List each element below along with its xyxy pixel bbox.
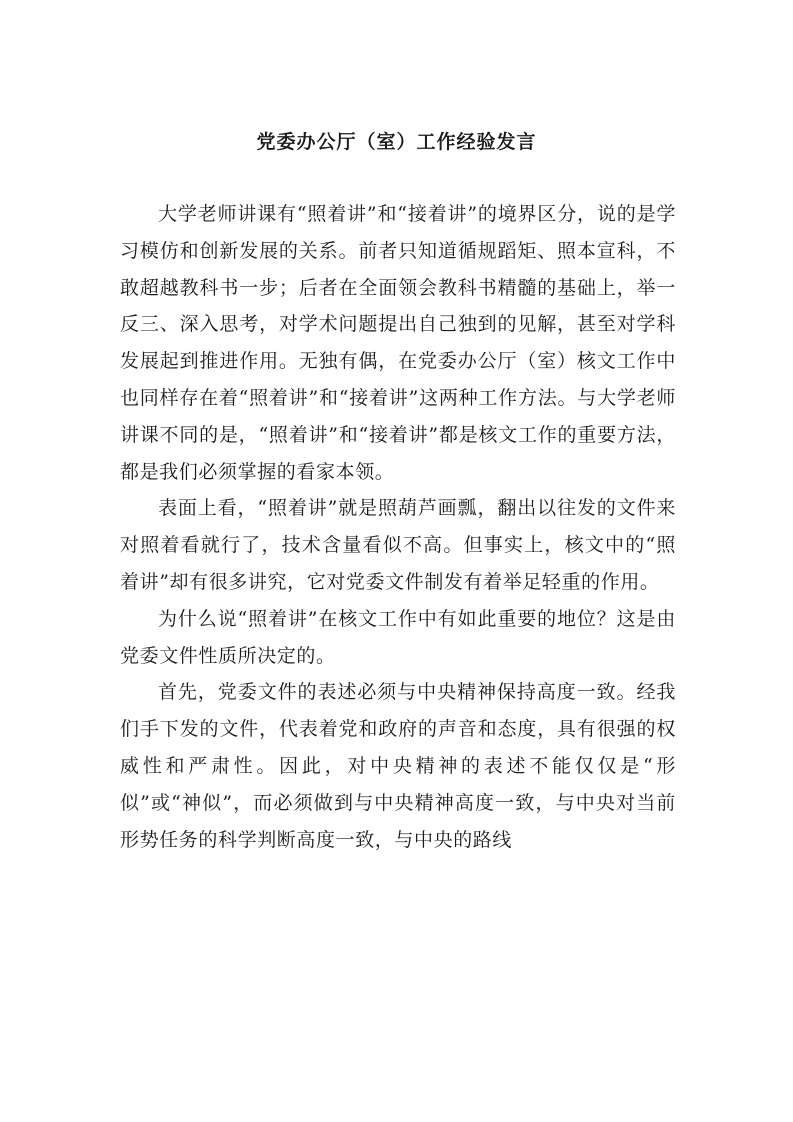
paragraph-1: 大学老师讲课有“照着讲”和“接着讲”的境界区分，说的是学习模仿和创新发展的关系。前者只知道循规蹈矩、照本宣科，不敢超越教科书一步；后者在全面领会教科书精髓的基础上，举一反三、深入思考，对学术问题提出自己独到的见解，甚至对学科发展起到推进作用。无独有偶，在党委办公厅（室）核文工作中也同样存在着“照着讲”和“接着讲”这两种工作方法。与大学老师讲课不同的是，“照着讲”和“接着讲”都是核文工作的重要方法，都是我们必须掌握的看家本领。 xyxy=(120,203,676,483)
paragraph-4: 首先，党委文件的表述必须与中央精神保持高度一致。经我们手下发的文件，代表着党和政府的声音和态度，具有很强的权威性和严肃性。因此，对中央精神的表述不能仅仅是“形似”或“神似”，而必须做到与中央精神高度一致，与中央对当前形势任务的科学判断高度一致，与中央的路线 xyxy=(120,681,676,851)
paragraph-3: 为什么说“照着讲”在核文工作中有如此重要的地位？这是由党委文件性质所决定的。 xyxy=(120,607,676,667)
document-body xyxy=(120,196,676,858)
document-title: 党委办公厅（室）工作经验发言 xyxy=(256,131,537,153)
paragraph-2: 表面上看，“照着讲”就是照葫芦画瓢，翻出以往发的文件来对照着看就行了，技术含量看似不高。但事实上，核文中的“照着讲”却有很多讲究，它对党委文件制发有着举足轻重的作用。 xyxy=(120,497,676,593)
